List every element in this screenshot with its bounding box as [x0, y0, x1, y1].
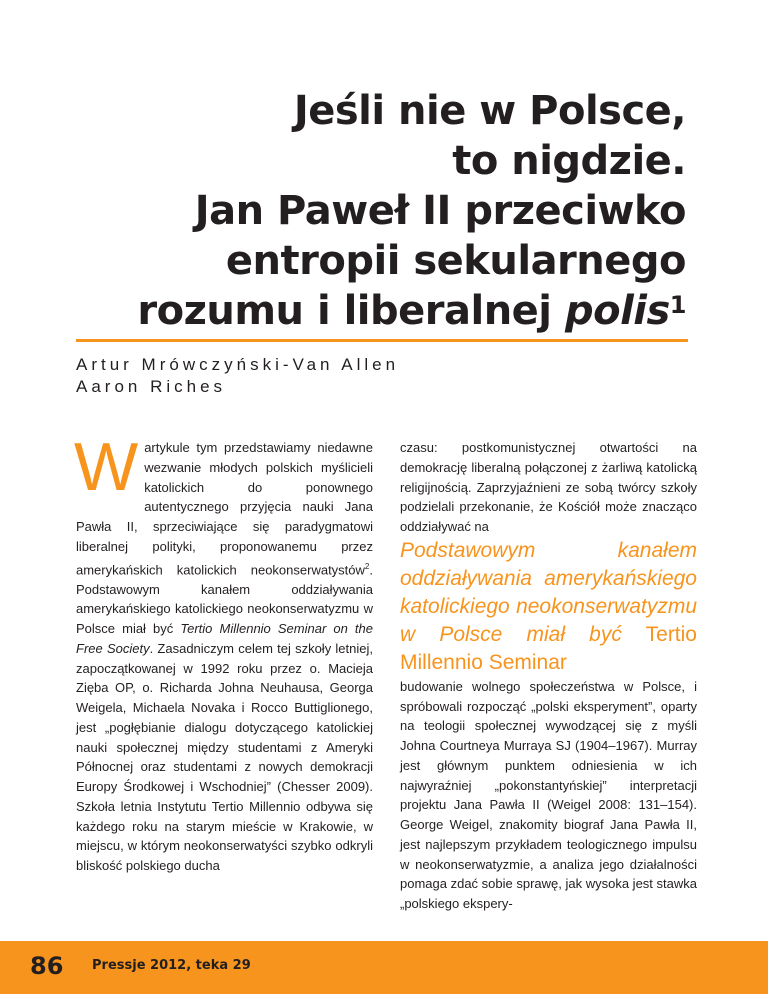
pull-quote — [400, 537, 697, 677]
right-text-2: budowanie wolnego społeczeństwa w Polsce, i spróbowali rozpocząć „polski eksperyment”, oparty na teologii społecznej wywodzącej się z myśli Johna Courtneya Murraya SJ (1904–1967). Murray jest głównym punktem odniesienia w ich najwyraźniej „pokonstantyńskiej” interpretacji projektu Jana Pawła II (Weigel 2008: 131–154). George Weigel, znakomity biograf Jana Pawła II, jest najlepszym przykładem teologicznego impulsu w neokonserwatyzmie, a analiza jego działalności pomaga zdać sobie sprawę, jak wysoka jest stawka „polskiego ekspery- — [400, 678, 697, 911]
journal-name: Pressje 2012, teka 29 — [92, 958, 251, 973]
article-title — [66, 86, 686, 336]
title-line-2: to nigdzie. — [452, 138, 686, 184]
title-line-4: entropii sekularnego — [225, 238, 686, 284]
left-text-3: . Zasadniczym celem tej szkoły letniej, zapoczątkowanej w 1992 roku przez o. Macieja Zięba OP, o. Richarda Johna Neuhausa, Georga Weigela, Michaela Novaka i Rocco Buttiglionego, jest „pogłębianie dialogu dotyczącego katolickiej nauki społecznej między studentami z Ameryki Północnej oraz studentami z nowych demokracji Europy Środkowej i Wschodniej” (Chesser 2009). Szkoła letnia Instytutu Tertio Millennio odbywa się każdego roku na starym mieście w Krakowie, w miejscu, w którym neokonserwatyści szybko odkryli bliskość polskiego ducha — [76, 640, 373, 874]
title-line-1: Jeśli nie w Polsce, — [293, 88, 686, 134]
title-line-3: Jan Paweł II przeciwko — [194, 188, 686, 234]
right-text-1: czasu: postkomunistycznej otwartości na demokrację liberalną połączonej z żarliwą katolicką religijnością. Zaprzyjaźnieni ze sobą twórcy szkoły podzielali przekonanie, że Kościół może znacząco oddziaływać na — [400, 440, 697, 534]
pull-quote-italic: Podstawowym kanałem oddziaływania amerykańskiego katolickiego neokonserwatyzmu w Polsce miał być — [400, 538, 697, 646]
title-line-5-prefix: rozumu i liberalnej — [137, 288, 565, 334]
left-text-2: . Podstawowym kanałem oddziaływania amerykańskiego katolickiego neokonserwatyzmu w Polsce miał być — [76, 561, 373, 637]
authors — [76, 354, 399, 398]
pull-quote-plain: Tertio Millennio Seminar — [400, 622, 697, 674]
title-footnote-marker[interactable]: 1 — [669, 291, 686, 319]
drop-cap: W — [74, 429, 139, 505]
author-2: Aaron Riches — [76, 377, 227, 396]
left-text-1: artykule tym przedstawiamy niedawne wezwanie młodych polskich myślicieli katolickich do ponownego autentycznego przyjęcia nauki Jana Pawła II, sprzeciwiające się paradygmatowi liberalnej polityki, proponowanemu przez amerykańskich katolickich neokonserwatystów — [76, 440, 373, 577]
footnote-marker-2[interactable]: 2 — [364, 561, 370, 571]
left-column — [74, 429, 373, 876]
title-italic-polis: polis — [564, 288, 670, 334]
left-column-paragraph — [74, 429, 373, 876]
title-line-5 — [66, 286, 686, 336]
title-divider — [76, 339, 688, 342]
page-number: 86 — [30, 952, 64, 980]
author-1: Artur Mrówczyński-Van Allen — [76, 355, 400, 374]
right-column — [400, 438, 697, 914]
left-italic-seminar: Tertio Millennio Seminar on the Free Society — [76, 621, 373, 656]
